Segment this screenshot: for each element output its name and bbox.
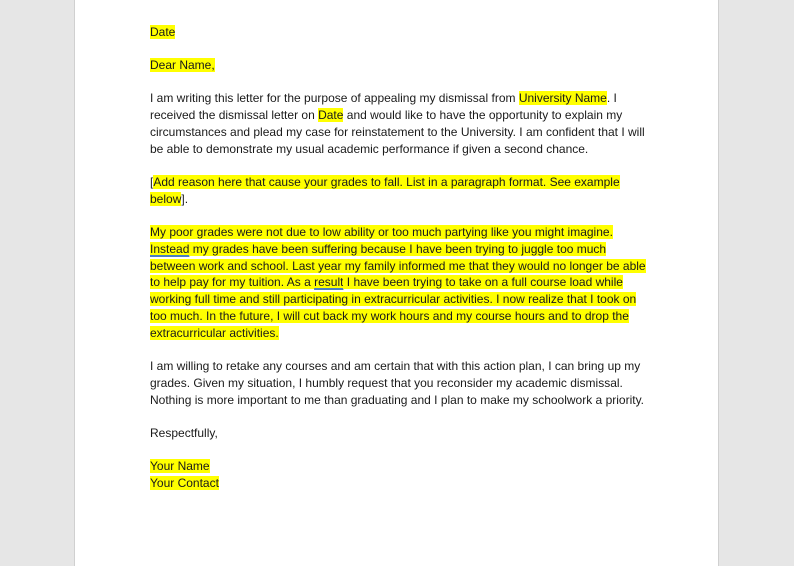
- salutation: [150, 57, 650, 74]
- intro-paragraph: [150, 90, 650, 157]
- example-text-1: My poor grades were not due to low ability or too much partying like you might imagine.: [150, 224, 613, 239]
- example-word-result: result: [314, 275, 344, 290]
- salutation-text: Dear Name,: [150, 58, 215, 73]
- document-page: [75, 0, 718, 566]
- document-body[interactable]: [150, 24, 650, 508]
- closing-paragraph: I am willing to retake any courses and am certain that with this action plan, I can bring up my grades. Given my situation, I humbly request that you reconsider my academic dismissal. Nothing is more important to me than graduating and I plan to make my schoolwork a priority.: [150, 358, 645, 407]
- date-placeholder: Date: [150, 25, 176, 39]
- university-name-placeholder: University Name: [518, 91, 607, 106]
- signature-contact-line: [150, 475, 650, 492]
- signature-name-line: [150, 458, 650, 475]
- intro-text-3: and would like to have the opportunity to explain my circumstances and plead my case for reinstatement to the University. I am confident that I will be able to demonstrate my usual academic performance if given a second chance.: [150, 108, 645, 156]
- date-line: [150, 24, 650, 41]
- example-text-2: my grades have been suffering because I have been trying to juggle too much between work and school. Last year my family informed me that they would no longer be able to help pay for my tuition. As a: [150, 241, 646, 290]
- example-text-3: I have been trying to take on a full course load while working full time and still participating in extracurricular activities. I now realize that I took on too much. In the future, I will cut back my work hours and my course hours and to drop the extracurricular activities.: [150, 275, 637, 340]
- instruction-open-bracket: [: [150, 174, 154, 189]
- instruction-text: Add reason here that cause your grades to fall. List in a paragraph format. See example below: [150, 174, 620, 206]
- sign-off: Respectfully,: [150, 425, 218, 440]
- intro-text-2: . I received the dismissal letter on: [150, 91, 617, 123]
- example-word-instead: Instead: [150, 241, 190, 256]
- example-paragraph: [150, 224, 650, 342]
- signature-block: [150, 458, 650, 492]
- instruction-close-bracket: ].: [181, 191, 189, 206]
- intro-text-1: I am writing this letter for the purpose of appealing my dismissal from: [150, 91, 519, 106]
- signature-contact: Your Contact: [150, 475, 219, 490]
- signature-name: Your Name: [150, 458, 210, 473]
- instruction-paragraph: [150, 174, 650, 208]
- dismissal-date-placeholder: Date: [318, 108, 344, 123]
